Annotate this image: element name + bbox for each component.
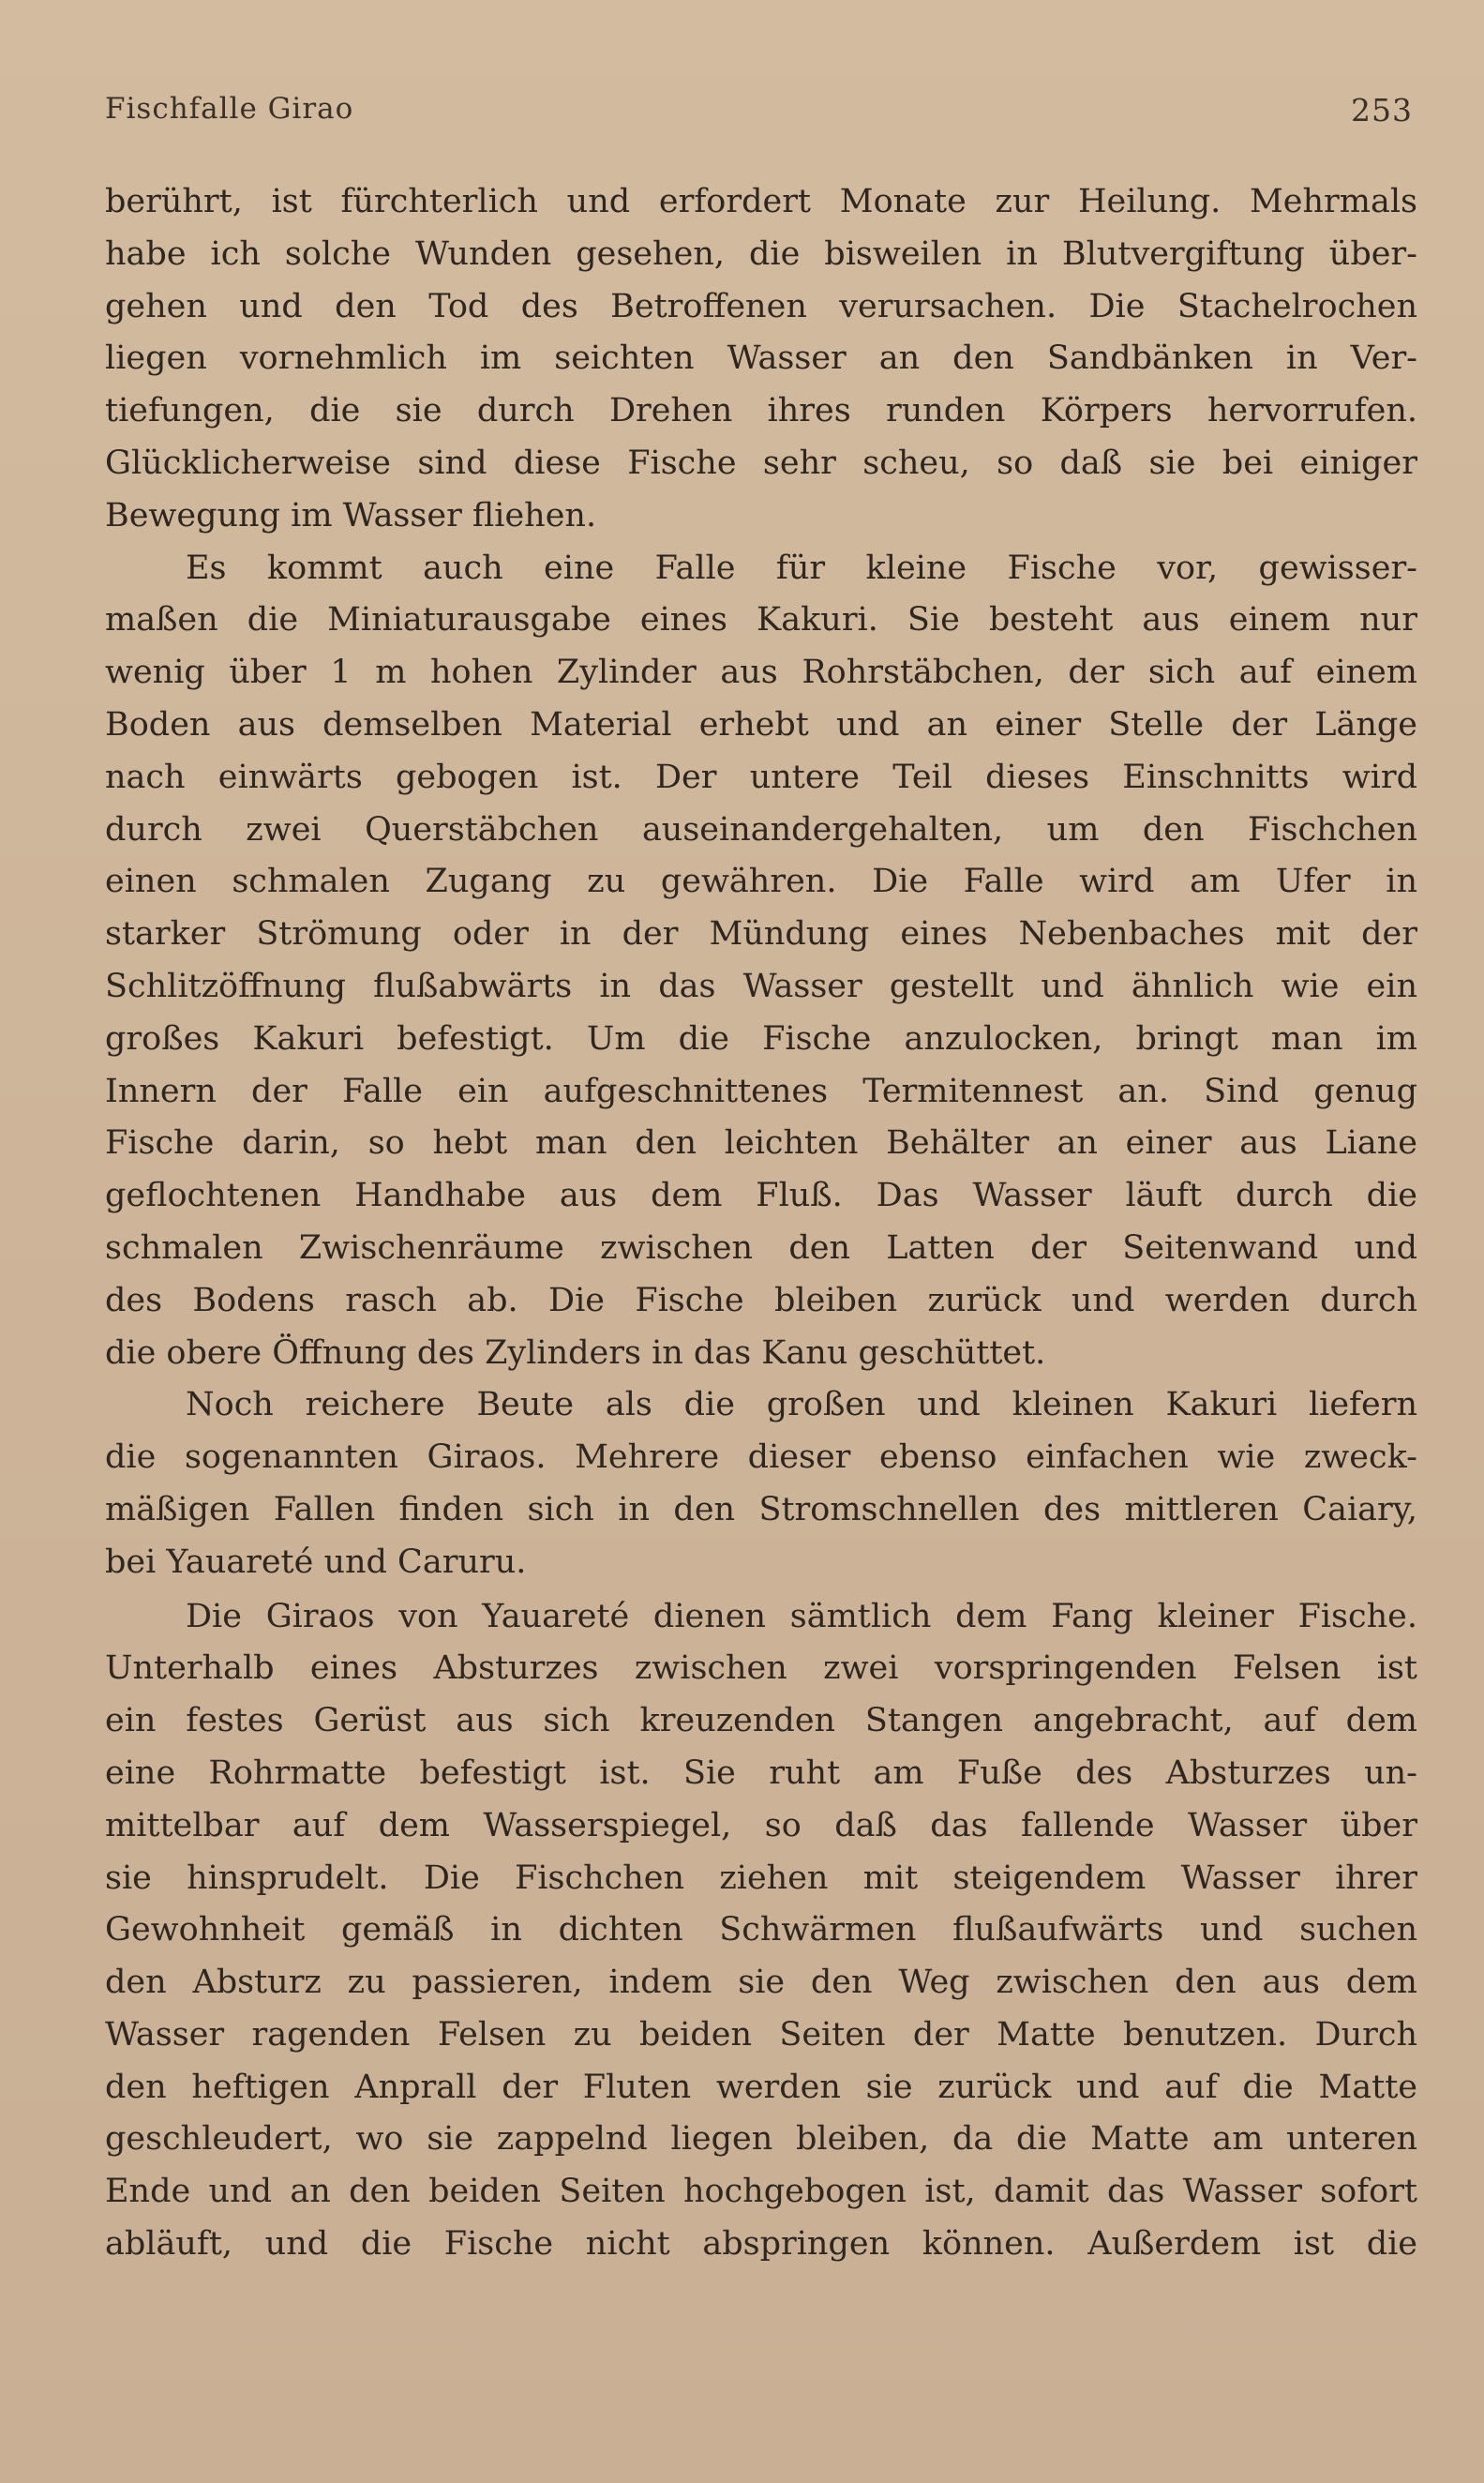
text-line: eine Rohrmatte befestigt ist. Sie ruht am Fuße des Absturzes un- [105,1753,1417,1792]
text-line: wenig über 1 m hohen Zylinder aus Rohrstäbchen, der sich auf einem [105,654,1417,692]
body-text [105,176,1417,2271]
text-line: starker Strömung oder in der Mündung eines Nebenbaches mit der [105,915,1417,954]
text-line: durch zwei Querstäbchen auseinandergehalten, um den Fischchen [105,810,1417,849]
paragraph-stingray [105,176,1417,543]
text-line: die obere Öffnung des Zylinders in das Kanu geschüttet. [105,1333,1046,1372]
text-line: abläuft, und die Fische nicht abspringen können. Außerdem ist die [105,2225,1417,2264]
text-line: einen schmalen Zugang zu gewähren. Die Falle wird am Ufer in [105,863,1417,901]
text-line: den Absturz zu passieren, indem sie den Weg zwischen den aus dem [105,1964,1417,2002]
text-line: Es kommt auch eine Falle für kleine Fische vor, gewisser- [186,549,1417,587]
text-line: die sogenannten Giraos. Mehrere dieser ebenso einfachen wie zweck- [105,1438,1417,1477]
text-line: Innern der Falle ein aufgeschnittenes Termitennest an. Sind genug [105,1072,1417,1110]
paragraph-giraos-yauarete [105,1591,1417,2271]
text-line: Die Giraos von Yauareté dienen sämtlich dem Fang kleiner Fische. [186,1597,1417,1635]
text-line: mäßigen Fallen finden sich in den Stromschnellen des mittleren Caiary, [105,1490,1417,1528]
text-line: sie hinsprudelt. Die Fischchen ziehen mit steigendem Wasser ihrer [105,1858,1417,1897]
text-line: Boden aus demselben Material erhebt und an einer Stelle der Länge [105,705,1417,744]
text-line: maßen die Miniaturausgabe eines Kakuri. Sie besteht aus einem nur [105,601,1417,640]
text-line: mittelbar auf dem Wasserspiegel, so daß das fallende Wasser über [105,1806,1417,1844]
text-line: geschleudert, wo sie zappelnd liegen bleiben, da die Matte am unteren [105,2120,1417,2159]
text-line: geflochtenen Handhabe aus dem Fluß. Das Wasser läuft durch die [105,1177,1417,1215]
text-line: den heftigen Anprall der Fluten werden sie zurück und auf die Matte [105,2068,1417,2106]
text-line: Wasser ragenden Felsen zu beiden Seiten der Matte benutzen. Durch [105,2015,1417,2054]
text-line: berührt, ist fürchterlich und erfordert Monate zur Heilung. Mehrmals [105,183,1417,220]
text-line: Schlitzöffnung flußabwärts in das Wasser gestellt und ähnlich wie ein [105,967,1417,1005]
text-line: Bewegung im Wasser fliehen. [105,496,597,534]
text-line: schmalen Zwischenräume zwischen den Latten der Seitenwand und [105,1228,1417,1267]
text-line: bei Yauareté und Caruru. [105,1542,527,1581]
running-title: Fischfalle Girao [105,92,354,126]
text-line: des Bodens rasch ab. Die Fische bleiben zurück und werden durch [105,1281,1417,1319]
text-line: Gewohnheit gemäß in dichten Schwärmen flußaufwärts und suchen [105,1911,1417,1949]
text-line: Fische darin, so hebt man den leichten Behälter an einer aus Liane [105,1124,1417,1163]
text-line: Unterhalb eines Absturzes zwischen zwei vorspringenden Felsen ist [105,1649,1417,1688]
page-number: 253 [1351,92,1413,128]
text-line: großes Kakuri befestigt. Um die Fische anzulocken, bringt man im [105,1019,1417,1058]
text-line: Glücklicherweise sind diese Fische sehr scheu, so daß sie bei einiger [105,444,1417,482]
text-line: liegen vornehmlich im seichten Wasser an den Sandbänken in Ver- [105,339,1417,378]
paragraph-giraos-intro [105,1379,1417,1588]
text-line: habe ich solche Wunden gesehen, die bisweilen in Blutvergiftung über- [105,234,1417,273]
text-line: Noch reichere Beute als die großen und kleinen Kakuri liefern [186,1386,1417,1424]
text-line: tiefungen, die sie durch Drehen ihres runden Körpers hervorrufen. [105,392,1417,430]
text-line: Ende und an den beiden Seiten hochgebogen ist, damit das Wasser sofort [105,2173,1417,2211]
text-line: gehen und den Tod des Betroffenen verursachen. Die Stachelrochen [105,287,1417,325]
page-header [105,92,1413,139]
text-line: ein festes Gerüst aus sich kreuzenden Stangen angebracht, auf dem [105,1702,1417,1740]
text-line: nach einwärts gebogen ist. Der untere Teil dieses Einschnitts wird [105,758,1417,796]
paragraph-small-fish-trap [105,543,1417,1380]
